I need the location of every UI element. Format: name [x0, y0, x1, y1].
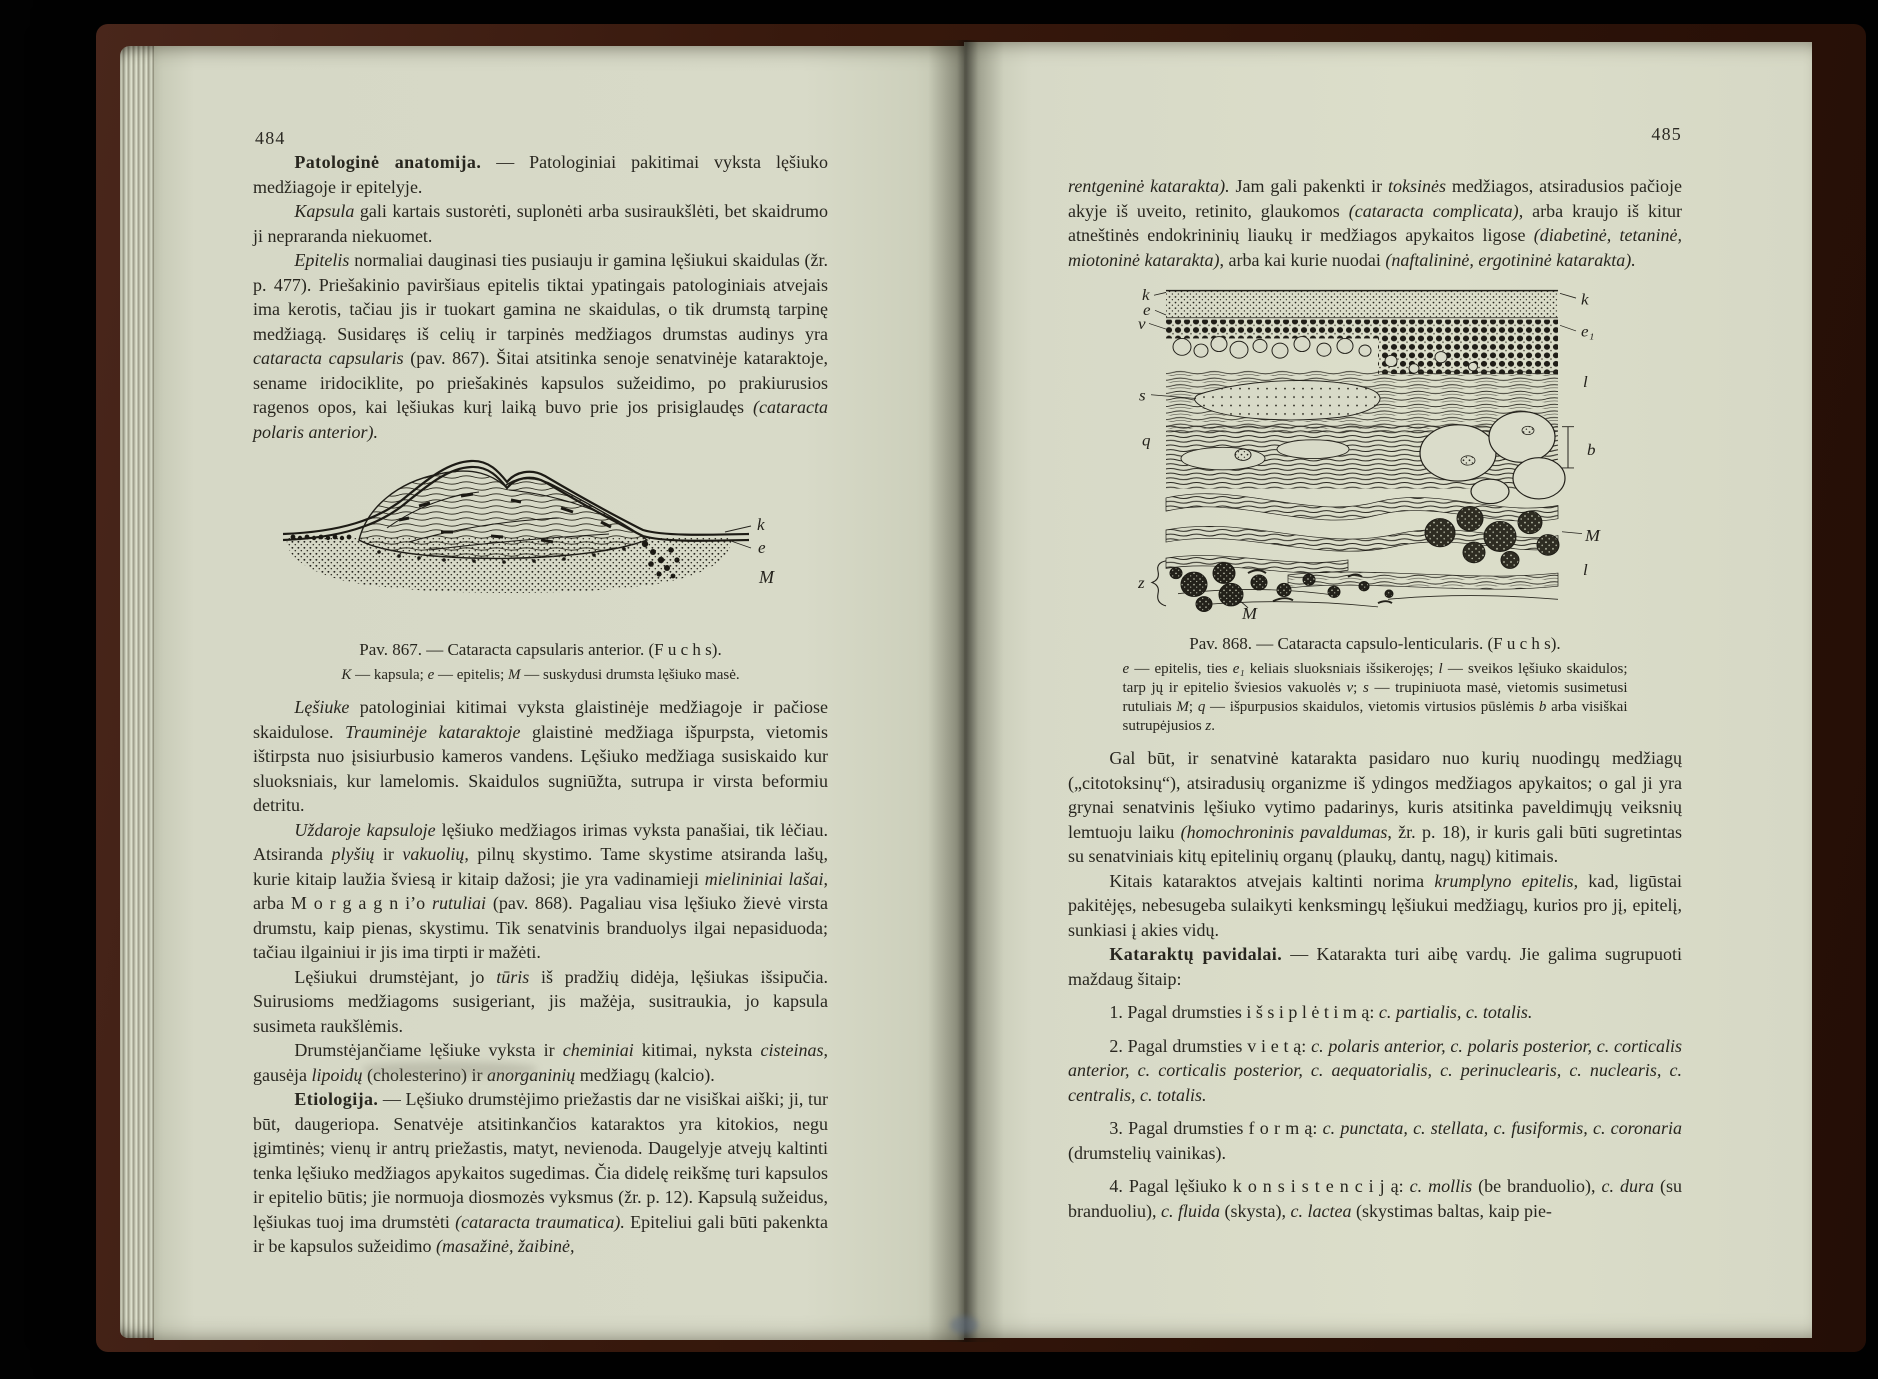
text-run: (diabetinė, tetaninė, miotoninė katarakta) [1068, 225, 1682, 270]
text-run: tūris [496, 966, 530, 987]
label-M: M [759, 567, 774, 587]
text-run: b [1538, 699, 1547, 715]
label-z: z [1138, 573, 1145, 592]
text-run: medžiagos, atsiradusios pačioje akyje iš uveito, retinito, glaukomos [1068, 176, 1682, 221]
text-run: mielininiai lašai [704, 868, 824, 889]
text-run: v [1346, 680, 1354, 696]
text-run: (be branduolio), [1472, 1176, 1602, 1196]
text-run: e [1122, 661, 1130, 677]
text-run: Jam gali pakenkti ir [1229, 176, 1388, 196]
label-e-left: e [1143, 300, 1151, 319]
paragraph-rentgenine [1068, 174, 1682, 272]
ink-ghost-smudge [362, 1062, 537, 1077]
paragraph-uzdaroje-kapsuloje [253, 818, 828, 965]
text-run: (cholesterino) ir [362, 1064, 487, 1085]
label-l-upper: l [1583, 372, 1588, 392]
text-run: Epiteliui gali būti pakenkta ir be kapsulos sužeidimo [253, 1211, 828, 1256]
text-run: Kataraktų pavidalai. [1109, 944, 1283, 964]
text-run: anorganinių [486, 1064, 576, 1085]
text-run: c. partialis, c. totalis. [1378, 1002, 1533, 1022]
bubble-nucleus [1461, 456, 1475, 465]
text-run: , gausėja [253, 1040, 828, 1085]
label-e: e [758, 538, 766, 557]
bubble-nucleus-2 [1522, 426, 1534, 434]
figure-867 [253, 456, 828, 685]
text-run: ; [1188, 699, 1198, 715]
text-run: Trauminėje kataraktoje [345, 721, 521, 742]
text-run: (pav. 867). Šitai atsitinka senoje senatvinėje kataraktoje, sename iridociklite, po priešakinės kapsulos sužeidimo, po prakiurusios ragenos opos, kai lęšiukas kurį laiką buvo prie jos prisiglaudęs [253, 348, 828, 417]
epithelium-heap-e1 [1378, 320, 1558, 374]
text-run: toksinės [1387, 176, 1446, 196]
text-run: (cataracta complicata) [1348, 200, 1519, 221]
text-run: 1. Pagal drumsties i š s i p l ė t i m ą: [1109, 1002, 1379, 1022]
text-run: (skysta), [1219, 1200, 1291, 1221]
page-number-right: 485 [1651, 124, 1682, 144]
figure-868 [1068, 284, 1682, 736]
pointer-e [731, 541, 751, 548]
text-run: Gal būt, ir senatvinė katarakta pasidaro nuo kurių nuodingų medžiagų („citotoksinų“), atsiradusių organizme iš ydingos medžiagos apykaitos; o gal ji yra grynai senatvinis lęšiuko vytimo padarinys, kuris atsitinka paveldimųjų veiksnių lemtuoju laiku [1068, 748, 1682, 842]
paragraph-patologine-anatomija [253, 150, 828, 199]
text-run: Lęšiukui drumstėjant, jo [294, 966, 497, 987]
text-run: gali kartais sustorėti, suplonėti arba susiraukšlėti, bet skaidrumo ji nepraranda niekuomet. [253, 201, 828, 246]
text-run: Uždaroje kapsuloje [294, 819, 436, 840]
text-run: , kad, ligūstai pakitėjęs, nebesugeba sulaikyti kenksmingų lęšiukui medžiagų, kurios pro jį, epitelį, sunkiasi į akies vidų. [1068, 870, 1682, 940]
list-item-4 [1068, 1174, 1682, 1223]
text-run: ir [374, 844, 403, 864]
text-column-left [253, 150, 828, 1259]
text-run: Lęšiuke [294, 697, 350, 717]
pointer-v [1149, 323, 1166, 329]
text-run: — sveikos lęšiuko skaidulos; tarp jų ir epitelio šviesios vakuolės [1122, 661, 1628, 696]
text-run: c. mollis [1409, 1176, 1473, 1196]
text-run: M [508, 667, 521, 683]
text-run: lipoidų [311, 1064, 363, 1085]
label-k: k [757, 515, 765, 534]
text-run: rentgeninė katarakta). [1068, 176, 1230, 196]
label-k-right: k [1581, 290, 1589, 309]
text-run: — išpurpusios skaidulos, vietomis virtusios pūslėmis [1205, 699, 1539, 715]
paragraph-kataraktu-pavidalai [1068, 942, 1682, 991]
figure-868-legend [1123, 660, 1628, 736]
label-l-lower: l [1583, 560, 1588, 579]
paragraph-epitelis [253, 248, 828, 444]
text-run: c. dura [1601, 1176, 1655, 1196]
text-run: — suskydusi drumsta lęšiuko masė. [520, 667, 740, 683]
text-run: e [427, 667, 435, 683]
text-run: K [341, 667, 352, 683]
text-run: lęšiuko medžiagos irimas vyksta panašiai, tik lėčiau. Atsiranda [253, 819, 828, 864]
text-run: , arba kai kurie nuodai [1219, 249, 1386, 270]
engraving-cataracta-capsulo-lenticularis [1138, 284, 1608, 620]
text-run: c. polaris anterior, c. polaris posterior, c. corticalis anterior, c. corticalis posterior, c. aequatorialis, c. perinuclearis, c. nuclearis, c. centralis, c. totalis. [1068, 1035, 1683, 1105]
text-run: (skystimas baltas, kaip pie- [1351, 1200, 1552, 1221]
text-run: — epitelis, ties [1129, 661, 1233, 677]
label-q: q [1142, 430, 1151, 450]
paragraph-cheminiai-kitimai [253, 1038, 828, 1087]
text-run: , arba M o r g a g n i’o [253, 868, 828, 913]
text-run: l [1438, 661, 1443, 677]
text-run: (masažinė, žaibinė, [435, 1236, 575, 1256]
list-item-1 [1068, 1000, 1682, 1025]
text-run: , žr. p. 18), ir kuris gali būti sugretintas su senatviniais kitų epitelinių organų (plaukų, dantų, nagų) kitimais. [1068, 821, 1683, 866]
text-run: cisteinas [760, 1040, 824, 1060]
paragraph-kitais-atvejais [1068, 869, 1682, 943]
text-run: cheminiai [562, 1040, 634, 1060]
text-run: . [1211, 718, 1216, 734]
label-k-left: k [1142, 285, 1150, 304]
figure-867-caption: Pav. 867. — Cataracta capsularis anterior. (F u c h s). [359, 640, 722, 659]
text-run: c. punctata, c. stellata, c. fusiformis, c. coronaria [1322, 1118, 1682, 1138]
paragraph-gal-but [1068, 746, 1682, 869]
list-item-3 [1068, 1116, 1682, 1165]
text-run: — epitelis; [434, 667, 509, 683]
paragraph-lesiuke [253, 695, 828, 818]
text-run: rutuliai [431, 893, 486, 913]
page-stack-edges [120, 46, 156, 1338]
text-run: 4. Pagal lęšiuko k o n s i s t e n c i j ą: [1109, 1176, 1410, 1196]
text-run: (homochroninis pavaldumas [1180, 821, 1388, 842]
pointer-e-left [1155, 310, 1166, 315]
text-run: , pilnų skystimo. Tame skystime atsiranda lašų, kurie kitaip laužia šviesą ir kitaip dažosi; jie yra vadinamieji [253, 844, 829, 889]
text-run: 2. Pagal drumsties v i e t ą: [1109, 1035, 1312, 1056]
text-run: c. fluida [1160, 1200, 1220, 1221]
text-run: e₁ [1232, 661, 1245, 677]
pointer-k-right [1560, 293, 1576, 298]
text-run: — Patologiniai pakitimai vyksta lęšiuko medžiagoje ir epitelyje. [253, 152, 828, 197]
page-number-left: 484 [255, 128, 286, 148]
pointer-k-left [1154, 292, 1166, 295]
text-run: — kapsula; [351, 667, 428, 683]
text-run: z [1205, 718, 1212, 734]
text-run: iš pradžių didėja, lęšiukas išsipučia. Suirusioms medžiagoms susigeriant, jis mažėja, susitraukia, jo kapsula susimeta raukšlėmis. [253, 966, 828, 1036]
text-run: (naftalininė, ergotininė katarakta). [1385, 249, 1636, 270]
text-run: s [1362, 680, 1369, 696]
text-run: (su branduoliu), [1068, 1176, 1682, 1221]
z-brace [1152, 561, 1166, 606]
text-run: (cataracta traumatica). [455, 1211, 625, 1232]
text-run: Kitais kataraktos atvejais kaltinti norima [1109, 870, 1435, 891]
pointer-k [725, 526, 751, 532]
label-b: b [1587, 440, 1596, 459]
text-run: (pav. 868). Pagaliau visa lęšiuko žievė virsta drumstu, kaip pienas, skystimu. Tik senatvinis branduolys ilgai nepasiduoda; tačiau ilgainiui ir jis ima tirpti ir mažėti. [253, 893, 828, 962]
label-e1: e₁ [1581, 322, 1595, 341]
text-run: , arba kraujo iš kitur atneštinės endokrininių liaukų ir medžiagos apykaitos ligose [1068, 200, 1682, 245]
text-run: medžiagų (kalcio). [575, 1064, 715, 1085]
text-run: keliais sluoksniais išsikerojęs; [1244, 661, 1439, 677]
text-run: — Katarakta turi aibę vardų. Jie galima sugrupuoti maždaug šitaip: [1068, 944, 1682, 989]
bottom-fiber-band [1288, 572, 1558, 589]
text-run: Patologinė anatomija. [294, 152, 482, 172]
text-run: plyšių [331, 844, 375, 864]
list-item-2 [1068, 1034, 1682, 1108]
text-run: 3. Pagal drumsties f o r m ą: [1109, 1118, 1323, 1138]
text-run: ; [1353, 680, 1363, 696]
pointer-M-right [1562, 532, 1582, 534]
b-bracket [1562, 427, 1574, 468]
label-s: s [1139, 385, 1146, 405]
capsule-band [1166, 290, 1558, 318]
text-run: glaistinė medžiaga išpurpsta, vietomis ištirpsta nuo įsisiurbusio kameros vandens. Lęšiuko medžiaga susiskaido kur sluoksniais, kur lamelomis. Skaidulos sugniūžta, sutrupa ir virsta beformiu detritu. [253, 721, 828, 815]
gutter-stain [950, 1316, 978, 1334]
label-v: v [1138, 314, 1146, 333]
figure-868-caption: Pav. 868. — Cataracta capsulo-lenticularis. (F u c h s). [1189, 634, 1561, 653]
text-run: normaliai dauginasi ties pusiauju ir gamina lęšiukui skaidulas (žr. p. 477). Priešakinio paviršiaus epitelis tiktai ypatingais patologiniais atvejais ima kerotis, tačiau jis ir tuokart gamina ne skaidulas, o tik drumstą tarpinę medžiagą. Susidaręs iš celių ir tarpinės medžiagos drumstas audinys yra [253, 250, 828, 344]
text-run: arba visiškai sutrupėjusios [1122, 699, 1628, 734]
paragraph-lesiukui-drumstejant [253, 965, 828, 1039]
text-run: (cataracta polaris anterior). [253, 397, 828, 442]
text-run: — trupiniuota masė, vietomis susimetusi rutuliais [1122, 680, 1628, 715]
text-run: patologiniai kitimai vyksta glaistinėje medžiagoje ir pačiose skaidulose. [253, 697, 828, 742]
engraving-cataracta-capsularis [279, 456, 779, 626]
text-run: Kapsula [294, 201, 355, 221]
paragraph-kapsula [253, 199, 828, 248]
text-run: Epitelis [294, 250, 350, 270]
text-run: krumplyno epitelis [1434, 870, 1574, 891]
text-run: M [1176, 699, 1189, 715]
label-M-bottom: M [1242, 603, 1257, 620]
epithelium-row [1166, 320, 1378, 339]
figure-867-legend [253, 666, 828, 685]
pointer-e1 [1560, 325, 1576, 331]
text-run: kitimai, nyksta [633, 1040, 761, 1060]
text-column-right [1068, 174, 1682, 1223]
text-run: — Lęšiuko drumstėjimo priežastis dar ne visiškai aiški; ji, tur būt, daugeriopa. Senatvėje atsitinkančios kataraktos yra kitokios, negu įgimtinės; vienų ir antrų priežastis, matyt, nevienoda. Daugelyje atvejų kaltinti tenka lęšiuko medžiagos apykaitos sugedimas. Čia didelę reikšmę turi kapsulos ir epitelio būtis; jie normuoja diosmozės vyksmus (žr. p. 12). Kapsulą sužeidus, lęšiukas tuoj ima drumstėti [253, 1089, 828, 1232]
text-run: (drumstelių vainikas). [1068, 1142, 1226, 1163]
text-run: Etiologija. [294, 1089, 379, 1109]
paragraph-etiologija [253, 1087, 828, 1259]
text-run: q [1197, 699, 1206, 715]
label-M-right: M [1585, 525, 1600, 546]
text-run: Drumstėjančiame lęšiuke vyksta ir [294, 1040, 563, 1060]
text-run: vakuolių [402, 844, 465, 864]
text-run: c. lactea [1290, 1200, 1352, 1221]
text-run: cataracta capsularis [253, 348, 404, 368]
